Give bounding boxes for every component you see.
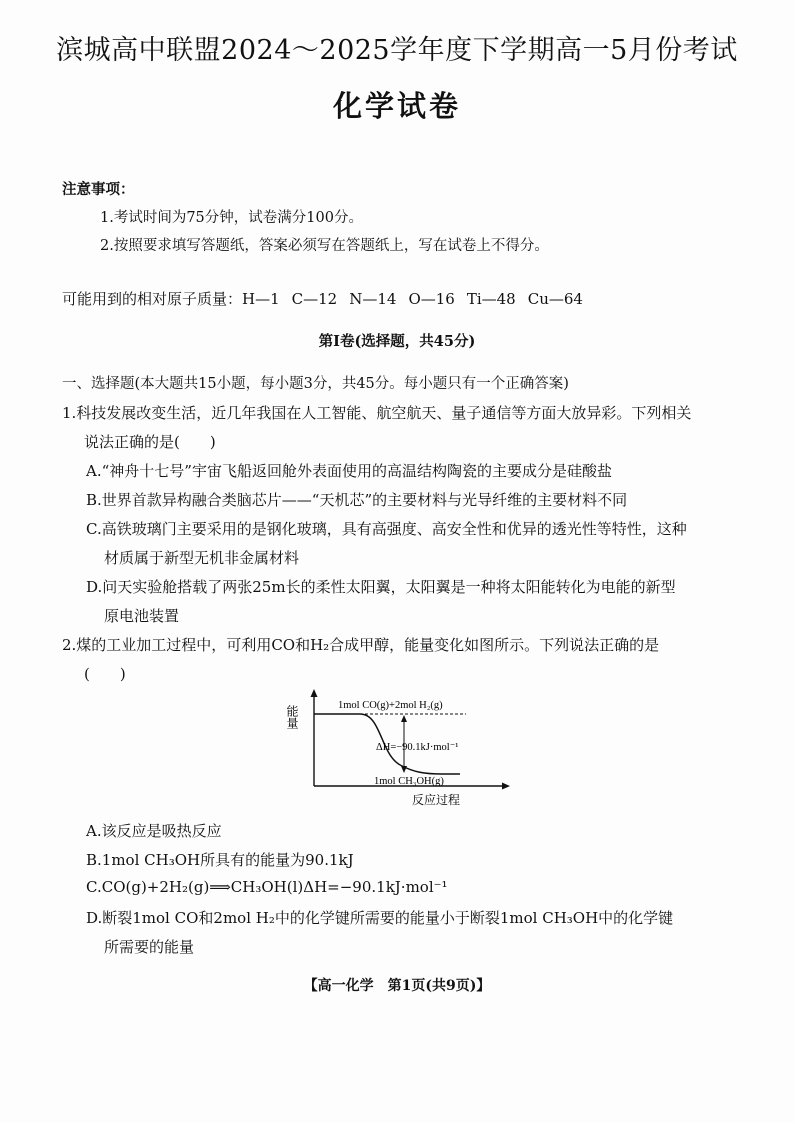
- y-axis-label: 能量: [285, 705, 299, 729]
- q2-option-d-cont: 所需要的能量: [104, 938, 195, 956]
- delta-h-arrowhead-up: [401, 715, 407, 722]
- atomic-mass-o: O—16: [408, 290, 455, 308]
- q1-option-d-cont: 原电池装置: [104, 607, 180, 625]
- q1-option-b: B.世界首款异构融合类脑芯片——“天机芯”的主要材料与光导纤维的主要材料不同: [86, 491, 628, 509]
- x-axis-label: 反应过程: [412, 793, 461, 807]
- note-item-2: 2.按照要求填写答题纸，答案必须写在答题纸上，写在试卷上不得分。: [100, 238, 549, 254]
- q2-option-b: B.1mol CH₃OH所具有的能量为90.1kJ: [86, 851, 354, 869]
- delta-h-arrowhead-down: [401, 766, 407, 773]
- q1-option-c-cont: 材质属于新型无机非金属材料: [104, 549, 300, 567]
- q1-option-c: C.高铁玻璃门主要采用的是钢化玻璃，具有高强度、高安全性和优异的透光性等特性，这种: [86, 520, 687, 538]
- q1-option-a: A.“神舟十七号”宇宙飞船返回舱外表面使用的高温结构陶瓷的主要成分是硅酸盐: [86, 462, 612, 480]
- atomic-mass-ti: Ti—48: [466, 290, 516, 308]
- part-title: 第Ⅰ卷(选择题，共45分): [318, 333, 476, 350]
- product-label: 1mol CH₃OH(g): [374, 776, 444, 787]
- q2-stem: 2.煤的工业加工过程中，可利用CO和H₂合成甲醇，能量变化如图所示。下列说法正确的是: [62, 636, 660, 654]
- q2-option-a: A.该反应是吸热反应: [86, 822, 222, 840]
- exam-subtitle: 化学试卷: [332, 89, 461, 123]
- delta-h-label: ΔH=−90.1kJ·mol⁻¹: [376, 742, 459, 753]
- atomic-mass-c: C—12: [291, 290, 338, 308]
- q1-stem: 1.科技发展改变生活，近几年我国在人工智能、航空航天、量子通信等方面大放异彩。下列相关: [62, 404, 692, 422]
- q1-option-d: D.问天实验舱搭载了两张25m长的柔性太阳翼，太阳翼是一种将太阳能转化为电能的新型: [86, 578, 676, 596]
- x-axis-arrowhead: [502, 783, 510, 790]
- y-axis-arrowhead: [311, 689, 318, 697]
- notes-heading: 注意事项：: [62, 181, 135, 198]
- q2-option-d: D.断裂1mol CO和2mol H₂中的化学键所需要的能量小于断裂1mol CH₃OH中的化学键: [86, 909, 674, 927]
- q1-stem-cont: 说法正确的是( ): [84, 433, 216, 451]
- atomic-masses: [62, 288, 595, 309]
- section-title: 一、选择题(本大题共15小题，每小题3分，共45分。每小题只有一个正确答案): [62, 376, 569, 392]
- atomic-masses-label: 可能用到的相对原子质量：: [62, 290, 243, 308]
- q2-option-c: C.CO(g)+2H₂(g)⟹CH₃OH(l)ΔH=−90.1kJ·mol⁻¹: [86, 878, 448, 896]
- atomic-mass-n: N—14: [349, 290, 397, 308]
- q2-stem-cont: ( ): [84, 665, 126, 683]
- atomic-mass-h: H—1: [242, 290, 280, 308]
- note-item-1: 1.考试时间为75分钟，试卷满分100分。: [100, 210, 363, 226]
- atomic-mass-cu: Cu—64: [527, 290, 583, 308]
- page-footer: 【高一化学 第1页(共9页)】: [303, 978, 491, 994]
- reactant-label: 1mol CO(g)+2mol H₂(g): [338, 700, 443, 711]
- exam-title: 滨城高中联盟2024～2025学年度下学期高一5月份考试: [56, 35, 738, 66]
- energy-diagram-svg: [285, 686, 520, 811]
- energy-diagram: [285, 686, 520, 815]
